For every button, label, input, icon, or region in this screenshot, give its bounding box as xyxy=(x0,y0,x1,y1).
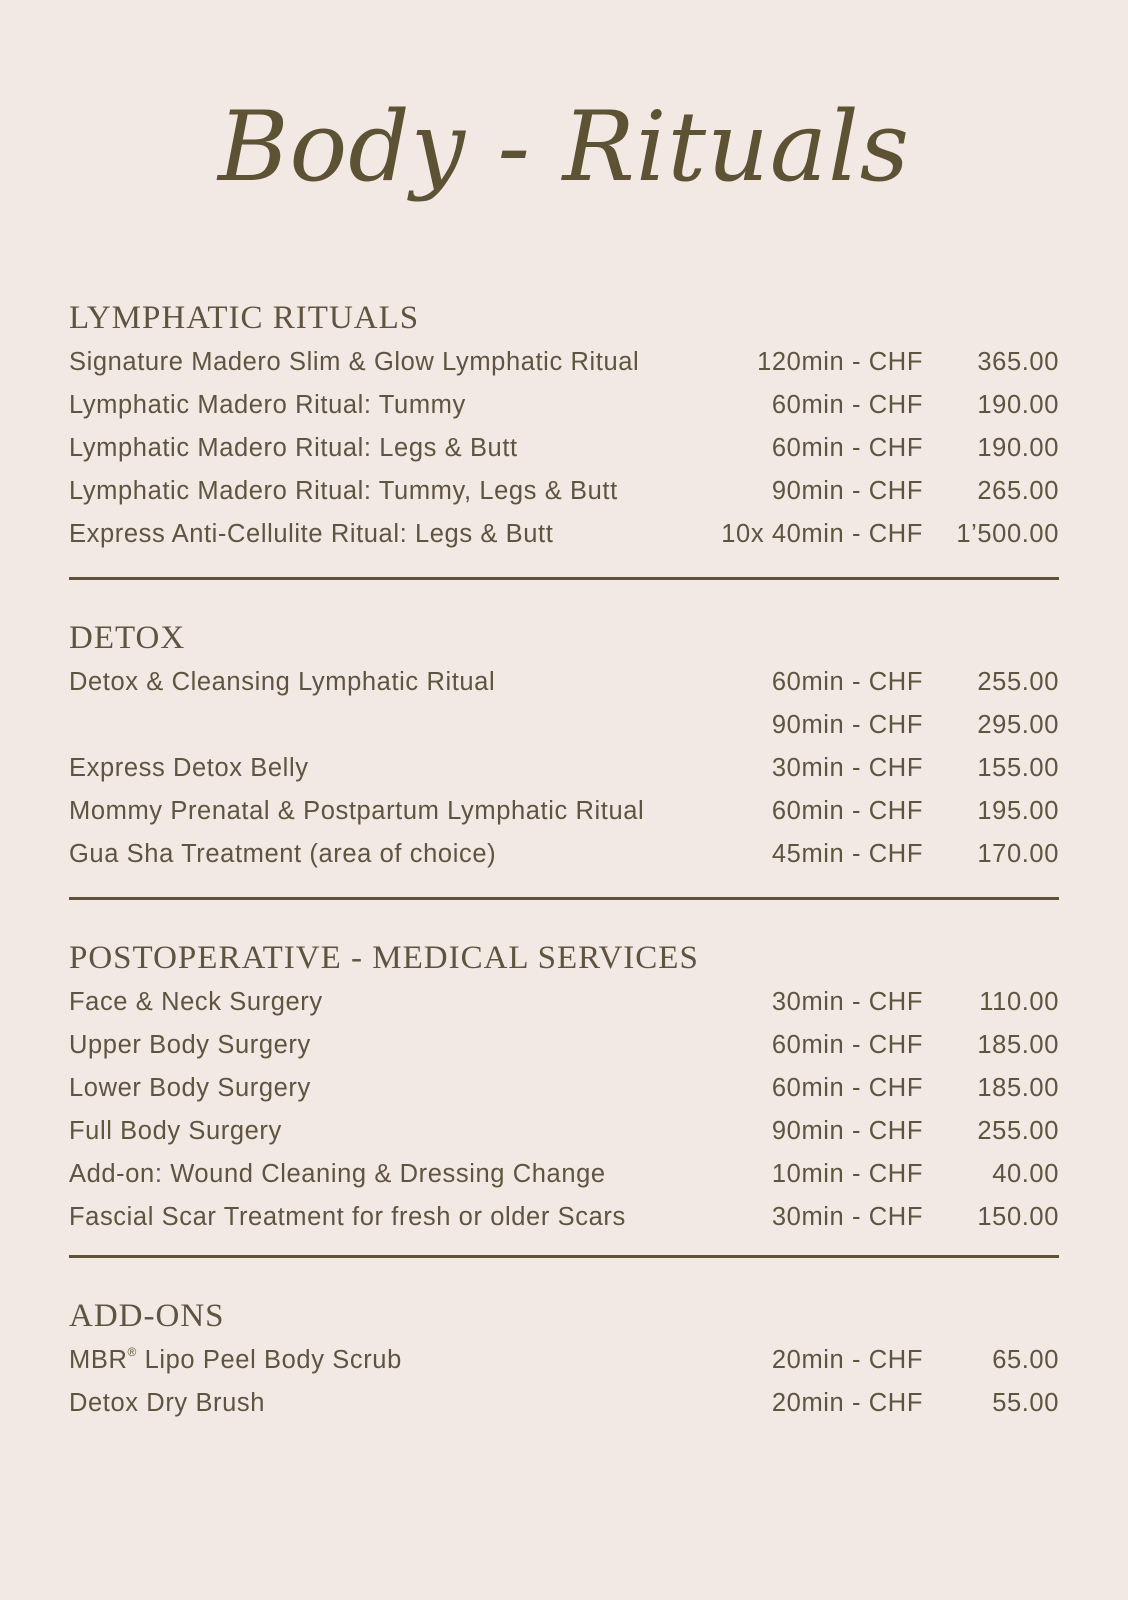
item-price: 150.00 xyxy=(977,1203,1059,1231)
item-name: Detox & Cleansing Lymphatic Ritual xyxy=(69,668,496,696)
item-name: Fascial Scar Treatment for fresh or older Scars xyxy=(69,1203,626,1231)
item-duration: 90min - CHF xyxy=(771,711,923,739)
item-price: 155.00 xyxy=(977,754,1059,782)
section-lymphatic-rituals xyxy=(69,298,1059,556)
item-price: 295.00 xyxy=(977,711,1059,739)
item-duration: 60min - CHF xyxy=(771,797,923,825)
item-duration: 45min - CHF xyxy=(771,840,923,868)
page-title: Body - Rituals xyxy=(217,91,911,203)
item-name: Full Body Surgery xyxy=(69,1117,282,1145)
list-item xyxy=(69,1110,1059,1153)
list-item xyxy=(69,1153,1059,1196)
item-price: 185.00 xyxy=(977,1031,1059,1059)
item-price: 110.00 xyxy=(979,988,1059,1016)
brand-prefix: MBR xyxy=(69,1346,128,1374)
section-heading: POSTOPERATIVE - MEDICAL SERVICES xyxy=(69,940,699,976)
item-price: 55.00 xyxy=(992,1389,1059,1417)
item-name xyxy=(69,1339,402,1382)
section-divider xyxy=(69,897,1059,900)
section-heading: ADD-ONS xyxy=(69,1298,225,1334)
list-item xyxy=(69,747,1059,790)
item-name: Gua Sha Treatment (area of choice) xyxy=(69,840,497,868)
list-item xyxy=(69,1382,1059,1425)
list-item xyxy=(69,513,1059,556)
item-duration: 20min - CHF xyxy=(771,1346,923,1374)
item-duration: 60min - CHF xyxy=(771,1074,923,1102)
list-item xyxy=(69,833,1059,876)
list-item xyxy=(69,427,1059,470)
item-price: 190.00 xyxy=(977,434,1059,462)
item-price: 255.00 xyxy=(977,668,1059,696)
list-item xyxy=(69,1339,1059,1382)
section-heading: LYMPHATIC RITUALS xyxy=(69,300,420,336)
item-price: 65.00 xyxy=(992,1346,1059,1374)
section-heading: DETOX xyxy=(69,620,186,656)
section-divider xyxy=(69,577,1059,580)
list-item xyxy=(69,704,1059,747)
item-duration: 30min - CHF xyxy=(771,988,923,1016)
item-name: Lymphatic Madero Ritual: Tummy xyxy=(69,391,466,419)
item-name: Express Detox Belly xyxy=(69,754,309,782)
item-duration: 20min - CHF xyxy=(771,1389,923,1417)
list-item xyxy=(69,384,1059,427)
list-item xyxy=(69,1067,1059,1110)
item-duration: 30min - CHF xyxy=(771,754,923,782)
item-price: 265.00 xyxy=(977,477,1059,505)
item-name: Lymphatic Madero Ritual: Tummy, Legs & Butt xyxy=(69,477,618,505)
item-duration: 10min - CHF xyxy=(771,1160,923,1188)
item-name: Upper Body Surgery xyxy=(69,1031,311,1059)
item-duration: 60min - CHF xyxy=(771,668,923,696)
list-item xyxy=(69,1196,1059,1239)
item-duration: 60min - CHF xyxy=(771,391,923,419)
item-name: Lymphatic Madero Ritual: Legs & Butt xyxy=(69,434,518,462)
item-duration: 120min - CHF xyxy=(757,348,923,376)
list-item xyxy=(69,790,1059,833)
list-item xyxy=(69,981,1059,1024)
item-price: 40.00 xyxy=(992,1160,1059,1188)
item-name: Face & Neck Surgery xyxy=(69,988,323,1016)
item-price: 255.00 xyxy=(977,1117,1059,1145)
list-item xyxy=(69,1024,1059,1067)
item-duration: 60min - CHF xyxy=(771,434,923,462)
item-duration: 90min - CHF xyxy=(771,1117,923,1145)
item-price: 185.00 xyxy=(977,1074,1059,1102)
item-name: Express Anti-Cellulite Ritual: Legs & Butt xyxy=(69,520,554,548)
item-duration: 30min - CHF xyxy=(771,1203,923,1231)
item-name: Detox Dry Brush xyxy=(69,1389,266,1417)
item-name: Signature Madero Slim & Glow Lymphatic Ritual xyxy=(69,348,640,376)
item-price: 190.00 xyxy=(977,391,1059,419)
item-price: 365.00 xyxy=(977,348,1059,376)
section-postoperative-medical xyxy=(69,938,1059,1239)
list-item xyxy=(69,341,1059,384)
list-item xyxy=(69,661,1059,704)
item-duration: 10x 40min - CHF xyxy=(721,520,923,548)
item-name: Add-on: Wound Cleaning & Dressing Change xyxy=(69,1160,606,1188)
item-price: 170.00 xyxy=(977,840,1059,868)
item-price: 195.00 xyxy=(977,797,1059,825)
section-detox xyxy=(69,618,1059,876)
item-duration: 90min - CHF xyxy=(771,477,923,505)
item-duration: 60min - CHF xyxy=(771,1031,923,1059)
item-price: 1’500.00 xyxy=(956,520,1059,548)
section-add-ons xyxy=(69,1296,1059,1425)
registered-mark: ® xyxy=(127,1345,137,1359)
list-item xyxy=(69,470,1059,513)
section-divider xyxy=(69,1255,1059,1258)
item-name: Mommy Prenatal & Postpartum Lymphatic Ritual xyxy=(69,797,645,825)
item-name-text: Lipo Peel Body Scrub xyxy=(136,1346,402,1374)
item-name: Lower Body Surgery xyxy=(69,1074,311,1102)
